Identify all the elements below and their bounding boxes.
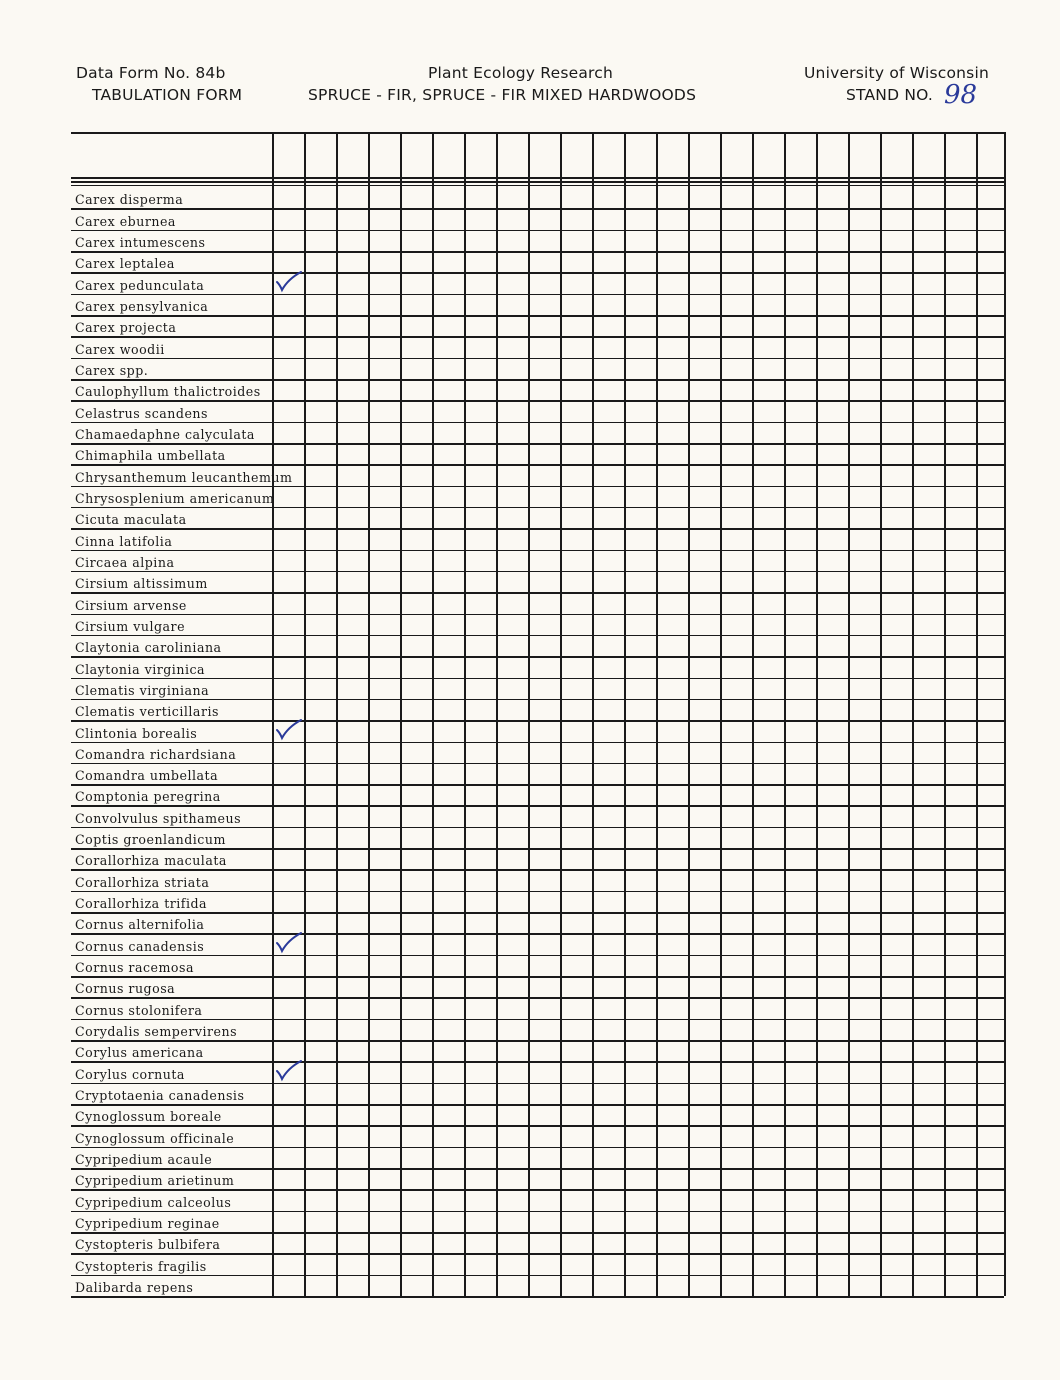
grid-row-line	[71, 1125, 1004, 1127]
grid-top-rule	[71, 132, 1004, 134]
species-name: Claytonia virginica	[75, 661, 206, 677]
grid-row-line	[71, 869, 1004, 871]
grid-row-line	[71, 699, 1004, 701]
species-name: Cicuta maculata	[75, 512, 187, 528]
grid-column-line	[848, 132, 850, 1296]
species-name: Caulophyllum thalictroides	[75, 384, 261, 400]
species-name: Clematis virginiana	[75, 682, 210, 698]
grid-row-line	[71, 614, 1004, 616]
grid-row-line	[71, 400, 1004, 402]
grid-column-line	[976, 132, 978, 1296]
species-name: Corallorhiza maculata	[75, 853, 227, 869]
stand-number-label: STAND NO.	[846, 86, 934, 104]
grid-column-line	[432, 132, 434, 1296]
grid-row-line	[71, 379, 1004, 381]
species-name: Convolvulus spithameus	[75, 810, 242, 826]
grid-row-line	[71, 1211, 1004, 1213]
grid-row-line	[71, 1147, 1004, 1149]
check-mark-icon	[274, 270, 304, 294]
grid-row-line	[71, 571, 1004, 573]
grid-row-line	[71, 827, 1004, 829]
grid-row-line	[71, 656, 1004, 658]
grid-row-line	[71, 336, 1004, 338]
grid-row-line	[71, 720, 1004, 722]
species-name: Carex pensylvanica	[75, 298, 209, 314]
species-name: Carex projecta	[75, 320, 177, 336]
university-name: University of Wisconsin	[804, 64, 989, 82]
species-name: Chimaphila umbellata	[75, 448, 226, 464]
species-name: Claytonia caroliniana	[75, 640, 222, 656]
species-name: Cornus alternifolia	[75, 917, 205, 933]
species-name: Corallorhiza trifida	[75, 896, 208, 912]
grid-row-line	[71, 294, 1004, 296]
grid-row-line	[71, 1253, 1004, 1255]
header-rule-double	[71, 181, 1004, 183]
species-name: Cypripedium reginae	[75, 1216, 220, 1232]
organization: Plant Ecology Research	[428, 64, 614, 82]
grid-row-line	[71, 912, 1004, 914]
species-name: Cornus rugosa	[75, 981, 176, 997]
grid-column-line	[304, 132, 306, 1296]
species-name: Corydalis sempervirens	[75, 1024, 238, 1040]
grid-row-line	[71, 486, 1004, 488]
grid-column-line	[1004, 132, 1006, 1296]
species-name: Corylus cornuta	[75, 1066, 185, 1082]
header-rule	[71, 177, 1004, 179]
species-name: Coptis groenlandicum	[75, 832, 226, 848]
grid-column-line	[336, 132, 338, 1296]
grid-row-line	[71, 1189, 1004, 1191]
species-name: Cornus canadensis	[75, 938, 205, 954]
grid-row-line	[71, 550, 1004, 552]
grid-row-line	[71, 272, 1004, 274]
grid-row-line	[71, 422, 1004, 424]
grid-column-line	[688, 132, 690, 1296]
species-name: Cinna latifolia	[75, 533, 173, 549]
species-name: Cypripedium arietinum	[75, 1173, 235, 1189]
species-name: Dalibarda repens	[75, 1280, 194, 1295]
grid-row-line	[71, 955, 1004, 957]
grid-column-line	[656, 132, 658, 1296]
species-name: Cystopteris fragilis	[75, 1258, 207, 1274]
grid-row-line	[71, 891, 1004, 893]
species-name: Carex pedunculata	[75, 277, 205, 293]
form-type: TABULATION FORM	[92, 86, 243, 104]
grid-column-line	[944, 132, 946, 1296]
grid-row-line	[71, 1083, 1004, 1085]
grid-row-line	[71, 848, 1004, 850]
grid-row-line	[71, 592, 1004, 594]
check-mark-icon	[274, 931, 304, 955]
species-name: Chrysanthemum leucanthemum	[75, 469, 293, 485]
grid-column-line	[720, 132, 722, 1296]
grid-row-line	[71, 742, 1004, 744]
grid-column-line	[400, 132, 402, 1296]
grid-column-line	[784, 132, 786, 1296]
grid-row-line	[71, 230, 1004, 232]
species-name: Cynoglossum officinale	[75, 1130, 235, 1146]
grid-column-line	[496, 132, 498, 1296]
stand-number-value: 98	[944, 80, 978, 110]
forest-type-title: SPRUCE - FIR, SPRUCE - FIR MIXED HARDWOODS	[308, 86, 697, 104]
grid-column-line	[816, 132, 818, 1296]
species-name: Carex disperma	[75, 192, 184, 208]
grid-row-line	[71, 528, 1004, 530]
grid-row-line	[71, 1296, 1004, 1298]
species-name: Cypripedium acaule	[75, 1152, 213, 1168]
species-name: Comptonia peregrina	[75, 789, 221, 805]
grid-column-line	[752, 132, 754, 1296]
species-name: Carex woodii	[75, 341, 165, 357]
species-name: Corylus americana	[75, 1045, 204, 1061]
grid-row-line	[71, 784, 1004, 786]
species-name: Cystopteris bulbifera	[75, 1237, 221, 1253]
grid-row-line	[71, 315, 1004, 317]
species-name: Carex intumescens	[75, 234, 206, 250]
grid-column-line	[272, 132, 274, 1296]
species-name: Cirsium vulgare	[75, 618, 186, 634]
grid-row-line	[71, 1019, 1004, 1021]
species-name: Clintonia borealis	[75, 725, 198, 741]
species-name: Carex spp.	[75, 362, 149, 378]
species-name: Cornus stolonifera	[75, 1002, 203, 1018]
grid-row-line	[71, 997, 1004, 999]
species-name: Cornus racemosa	[75, 960, 194, 976]
grid-row-line	[71, 1275, 1004, 1277]
species-name: Cirsium altissimum	[75, 576, 208, 592]
grid-column-line	[528, 132, 530, 1296]
grid-row-line	[71, 1040, 1004, 1042]
species-name: Cynoglossum boreale	[75, 1109, 222, 1125]
grid-row-line	[71, 976, 1004, 978]
species-name: Comandra umbellata	[75, 768, 219, 784]
species-name: Carex leptalea	[75, 256, 175, 272]
grid-row-line	[71, 678, 1004, 680]
grid-row-line	[71, 464, 1004, 466]
grid-column-line	[624, 132, 626, 1296]
species-name: Corallorhiza striata	[75, 874, 210, 890]
first-row-rule	[71, 185, 1004, 186]
grid-row-line	[71, 1232, 1004, 1234]
grid-row-line	[71, 1104, 1004, 1106]
check-mark-icon	[274, 718, 304, 742]
species-name: Circaea alpina	[75, 554, 175, 570]
grid-column-line	[880, 132, 882, 1296]
species-name: Cirsium arvense	[75, 597, 187, 613]
grid-row-line	[71, 635, 1004, 637]
grid-row-line	[71, 358, 1004, 360]
species-name: Celastrus scandens	[75, 405, 208, 421]
species-name: Clematis verticillaris	[75, 704, 219, 720]
species-name: Chamaedaphne calyculata	[75, 426, 255, 442]
grid-column-line	[368, 132, 370, 1296]
grid-row-line	[71, 763, 1004, 765]
grid-column-line	[592, 132, 594, 1296]
grid-row-line	[71, 1168, 1004, 1170]
form-number: Data Form No. 84b	[76, 64, 226, 82]
grid-row-line	[71, 805, 1004, 807]
grid-column-line	[560, 132, 562, 1296]
grid-row-line	[71, 443, 1004, 445]
species-name: Carex eburnea	[75, 213, 176, 229]
species-name: Cypripedium calceolus	[75, 1194, 232, 1210]
grid-row-line	[71, 251, 1004, 253]
grid-row-line	[71, 507, 1004, 509]
species-name: Comandra richardsiana	[75, 746, 237, 762]
species-name: Cryptotaenia canadensis	[75, 1088, 245, 1104]
grid-column-line	[464, 132, 466, 1296]
grid-column-line	[912, 132, 914, 1296]
check-mark-icon	[274, 1059, 304, 1083]
grid-row-line	[71, 933, 1004, 935]
grid-row-line	[71, 208, 1004, 210]
species-name: Chrysosplenium americanum	[75, 490, 275, 506]
grid-row-line	[71, 1061, 1004, 1063]
